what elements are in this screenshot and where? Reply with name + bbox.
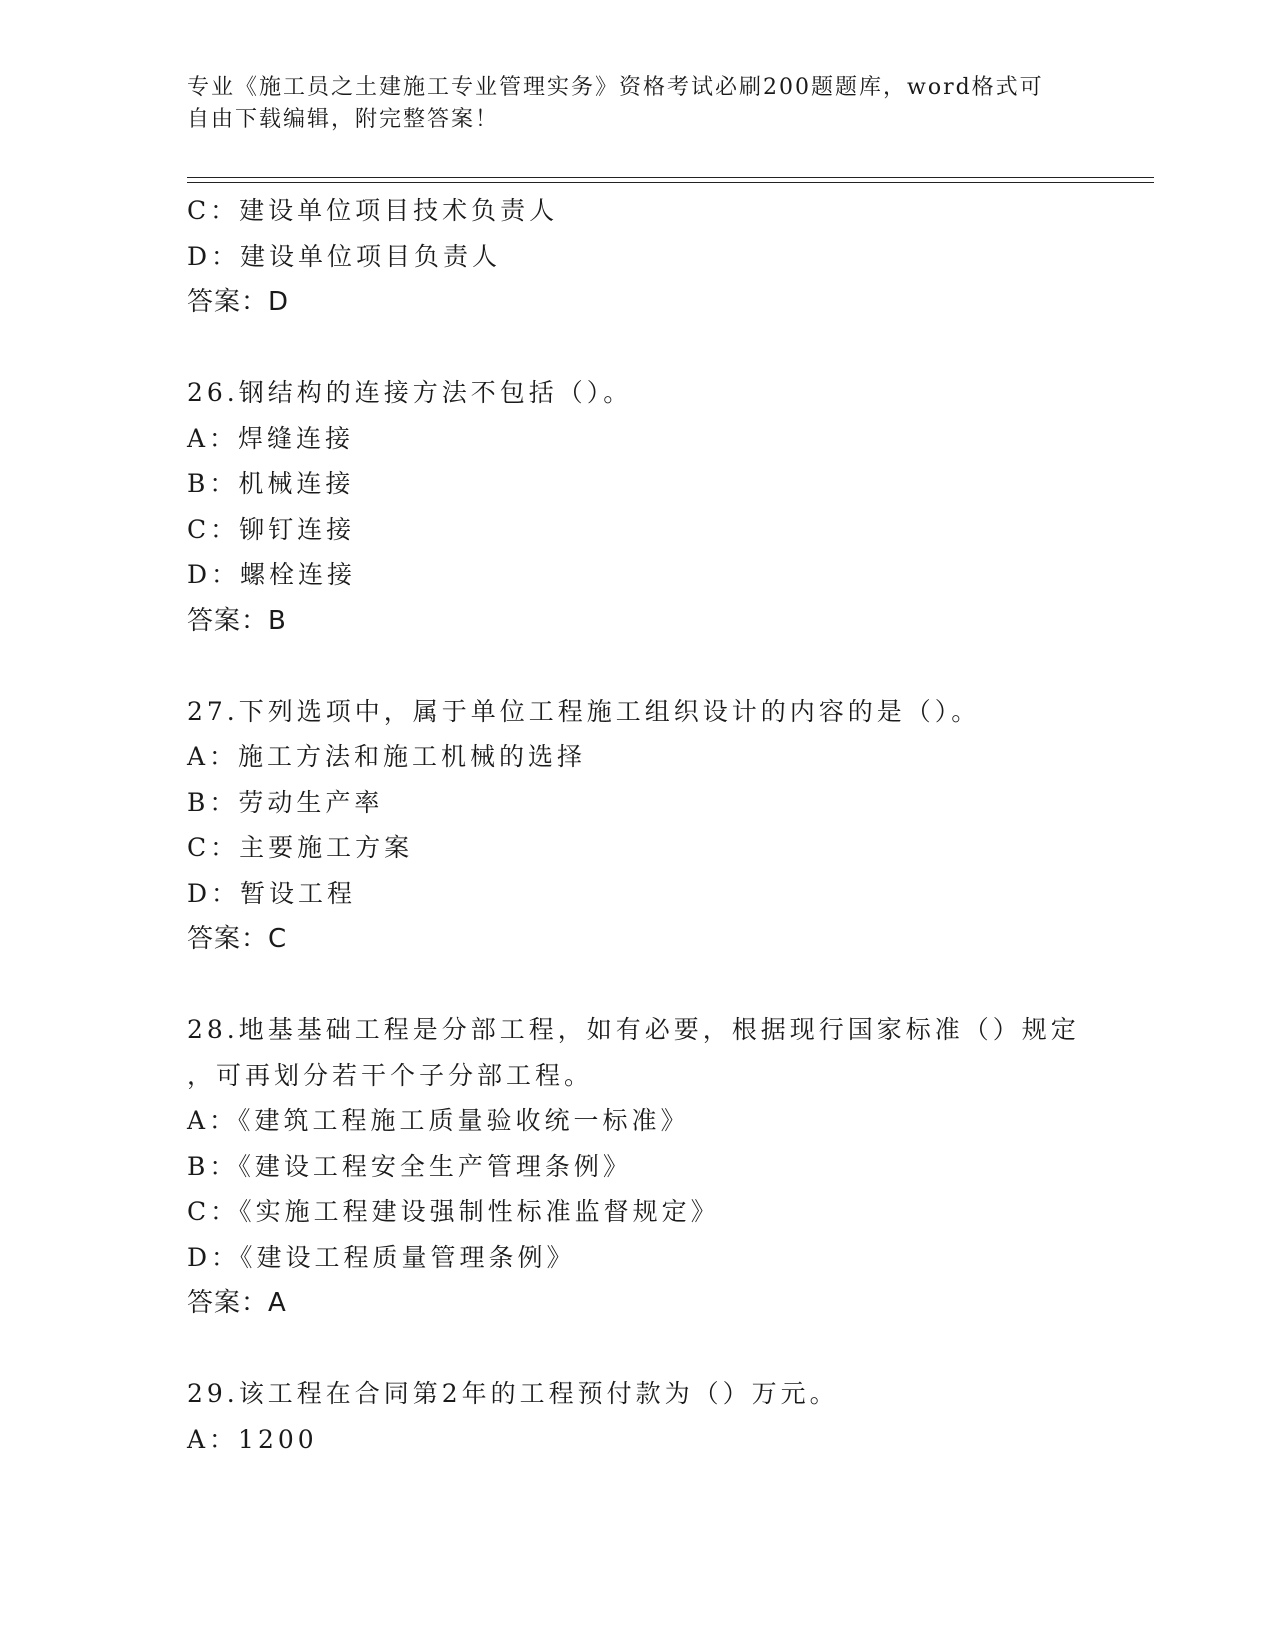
option-b: B：劳动生产率: [187, 787, 384, 817]
question-stem: 27.下列选项中，属于单位工程施工组织设计的内容的是（）。: [187, 696, 981, 726]
option-c: C：建设单位项目技术负责人: [187, 196, 559, 225]
question-26: [187, 370, 1087, 644]
option-a: A：《建筑工程施工质量验收统一标准》: [187, 1106, 690, 1135]
header-divider-bottom: [187, 182, 1154, 183]
question-list: [187, 188, 1087, 1462]
option-d: D：建设单位项目负责人: [187, 241, 502, 271]
answer: 答案：C: [187, 924, 288, 954]
question-27: [187, 689, 1087, 963]
header-title-line-2: 自由下载编辑，附完整答案！: [187, 107, 500, 132]
option-d: D：暂设工程: [187, 878, 357, 908]
option-c: C：《实施工程建设强制性标准监督规定》: [187, 1197, 720, 1226]
question-stem: 29.该工程在合同第2年的工程预付款为（）万元。: [187, 1379, 839, 1408]
option-d: D：《建设工程质量管理条例》: [187, 1242, 576, 1272]
question-stem-line-1: 28.地基基础工程是分部工程，如有必要，根据现行国家标准（）规定: [187, 1015, 1080, 1044]
option-a: A：1200: [187, 1424, 318, 1454]
question-stem: 26.钢结构的连接方法不包括（）。: [187, 378, 633, 407]
option-b: B：机械连接: [187, 469, 355, 498]
spacer: [187, 325, 1087, 370]
option-c: C：铆钉连接: [187, 514, 356, 544]
option-b: B：《建设工程安全生产管理条例》: [187, 1151, 632, 1181]
question-29: [187, 1371, 1087, 1462]
option-c: C：主要施工方案: [187, 833, 414, 862]
spacer: [187, 962, 1087, 1007]
question-stem-line-2: ，可再划分若干个子分部工程。: [187, 1060, 594, 1090]
spacer: [187, 644, 1087, 689]
option-a: A：焊缝连接: [187, 423, 355, 453]
question-25: [187, 188, 1087, 325]
spacer: [187, 1326, 1087, 1371]
option-a: A：施工方法和施工机械的选择: [187, 742, 587, 771]
answer: 答案：D: [187, 287, 290, 317]
answer: 答案：A: [187, 1288, 287, 1318]
option-d: D：螺栓连接: [187, 560, 357, 589]
document-header: [187, 72, 1067, 136]
header-divider-top: [187, 177, 1154, 178]
question-28: [187, 1007, 1087, 1326]
answer: 答案：B: [187, 605, 287, 636]
header-title-line-1: 专业《施工员之土建施工专业管理实务》资格考试必刷200题题库，word格式可: [187, 75, 1044, 100]
